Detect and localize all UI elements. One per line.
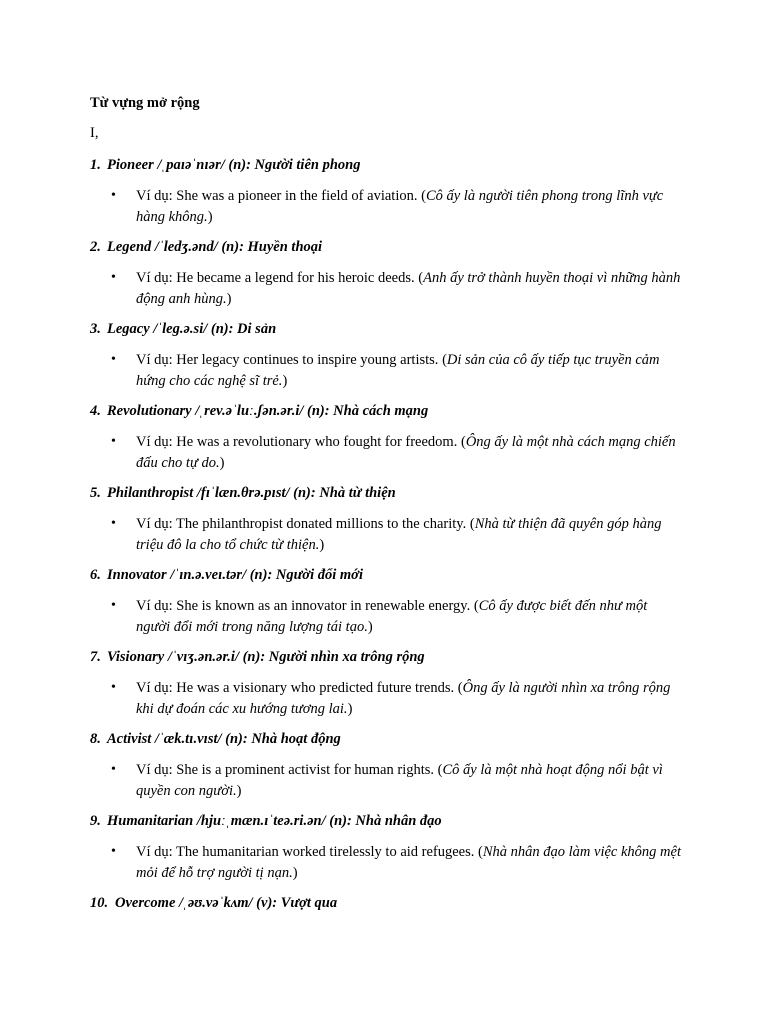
bullet-icon: •	[111, 516, 116, 531]
example-translation: Anh ấy trở thành huyền thoại vì những hành động anh hùng.	[136, 270, 681, 307]
vocab-entry	[90, 155, 690, 227]
vocab-entry	[90, 893, 690, 913]
section-heading: I,	[90, 125, 99, 141]
bullet-icon: •	[111, 680, 116, 695]
example-translation: Ông ấy là người nhìn xa trông rộng khi dự đoán các xu hướng tương lai.	[136, 680, 671, 717]
example-sentence: • Ví dụ: He became a legend for his heroic deeds. (Anh ấy trở thành huyền thoại vì những hành động anh hùng.)	[111, 270, 681, 307]
vocab-entry	[90, 565, 690, 637]
vocab-number: 8.	[90, 731, 101, 747]
vocab-term-text: Innovator /ˈɪn.ə.veɪ.tər/ (n): Người đổi mới	[107, 567, 363, 583]
vocab-term-text: Revolutionary /ˌrev.əˈluː.ʃən.ər.i/ (n): Nhà cách mạng	[107, 403, 429, 419]
vocab-number: 9.	[90, 813, 101, 829]
bullet-icon: •	[111, 598, 116, 613]
example-translation: Nhà từ thiện đã quyên góp hàng triệu đô la cho tổ chức từ thiện.	[136, 516, 662, 553]
vocab-number: 7.	[90, 649, 101, 665]
vocab-entry	[90, 237, 690, 309]
example-translation: Ông ấy là một nhà cách mạng chiến đấu cho tự do.	[136, 434, 676, 471]
example-prefix: Ví dụ:	[136, 188, 173, 204]
example-sentence: • Ví dụ: She is known as an innovator in renewable energy. (Cô ấy được biết đến như một người đổi mới trong năng lượng tái tạo.)	[111, 598, 648, 635]
example-sentence: • Ví dụ: She is a prominent activist for human rights. (Cô ấy là một nhà hoạt động nổi bật vì quyền con người.)	[111, 762, 663, 799]
vocab-term	[90, 811, 690, 831]
example-sentence: • Ví dụ: He was a revolutionary who fought for freedom. (Ông ấy là một nhà cách mạng chiến đấu cho tự do.)	[111, 434, 676, 471]
example-sentence: • Ví dụ: The philanthropist donated millions to the charity. (Nhà từ thiện đã quyên góp hàng triệu đô la cho tổ chức từ thiện.)	[111, 516, 662, 553]
example-translation: Cô ấy là một nhà hoạt động nổi bật vì quyền con người.	[136, 762, 663, 799]
vocab-entry	[90, 729, 690, 801]
vocab-term	[90, 647, 690, 667]
example-english: The humanitarian worked tirelessly to aid refugees.	[176, 844, 475, 860]
document-page	[90, 93, 690, 924]
vocab-number: 2.	[90, 239, 101, 255]
example-sentence: • Ví dụ: Her legacy continues to inspire young artists. (Di sản của cô ấy tiếp tục truyền cảm hứng cho các nghệ sĩ trẻ.)	[111, 352, 660, 389]
vocab-term	[90, 565, 690, 585]
example-sentence: • Ví dụ: The humanitarian worked tirelessly to aid refugees. (Nhà nhân đạo làm việc không mệt mỏi để hỗ trợ người tị nạn.)	[111, 844, 681, 881]
bullet-icon: •	[111, 762, 116, 777]
example-prefix: Ví dụ:	[136, 270, 173, 286]
example-english: She was a pioneer in the field of aviation.	[176, 188, 418, 204]
vocabulary-list	[90, 155, 690, 913]
document-title: Từ vựng mở rộng	[90, 95, 200, 111]
vocab-term-text: Visionary /ˈvɪʒ.ən.ər.i/ (n): Người nhìn xa trông rộng	[107, 649, 425, 665]
vocab-number: 10.	[90, 895, 109, 911]
example-prefix: Ví dụ:	[136, 352, 173, 368]
example-prefix: Ví dụ:	[136, 844, 173, 860]
vocab-term	[90, 319, 690, 339]
vocab-number: 6.	[90, 567, 101, 583]
vocab-term-text: Legend /ˈledʒ.ənd/ (n): Huyền thoại	[107, 239, 323, 255]
example-translation: Nhà nhân đạo làm việc không mệt mỏi để hỗ trợ người tị nạn.	[136, 844, 681, 881]
example-english: He was a revolutionary who fought for freedom.	[176, 434, 458, 450]
example-english: She is a prominent activist for human rights.	[176, 762, 435, 778]
example-english: He became a legend for his heroic deeds.	[176, 270, 415, 286]
vocab-number: 4.	[90, 403, 101, 419]
example-prefix: Ví dụ:	[136, 516, 173, 532]
example-prefix: Ví dụ:	[136, 762, 173, 778]
vocab-term	[90, 155, 690, 175]
example-translation: Cô ấy là người tiên phong trong lĩnh vực hàng không.	[136, 188, 664, 225]
example-translation: Di sản của cô ấy tiếp tục truyền cảm hứng cho các nghệ sĩ trẻ.	[136, 352, 660, 389]
vocab-term-text: Philanthropist /fɪˈlæn.θrə.pɪst/ (n): Nhà từ thiện	[107, 485, 396, 501]
vocab-entry	[90, 401, 690, 473]
vocab-term	[90, 893, 690, 913]
vocab-entry	[90, 483, 690, 555]
example-prefix: Ví dụ:	[136, 598, 173, 614]
vocab-number: 1.	[90, 157, 101, 173]
example-prefix: Ví dụ:	[136, 680, 173, 696]
example-english: The philanthropist donated millions to the charity.	[176, 516, 467, 532]
vocab-entry	[90, 647, 690, 719]
vocab-term	[90, 483, 690, 503]
vocab-term-text: Legacy /ˈleg.ə.si/ (n): Di sản	[107, 321, 277, 337]
vocab-number: 3.	[90, 321, 101, 337]
bullet-icon: •	[111, 352, 116, 367]
bullet-icon: •	[111, 270, 116, 285]
bullet-icon: •	[111, 188, 116, 203]
vocab-term-text: Humanitarian /hjuːˌmæn.ɪˈteə.ri.ən/ (n): Nhà nhân đạo	[107, 813, 442, 829]
vocab-entry	[90, 811, 690, 883]
example-sentence: • Ví dụ: She was a pioneer in the field of aviation. (Cô ấy là người tiên phong trong lĩnh vực hàng không.)	[111, 188, 664, 225]
example-prefix: Ví dụ:	[136, 434, 173, 450]
example-english: She is known as an innovator in renewable energy.	[176, 598, 471, 614]
vocab-term	[90, 237, 690, 257]
vocab-term-text: Overcome /ˌəʊ.vəˈkʌm/ (v): Vượt qua	[115, 895, 338, 911]
example-translation: Cô ấy được biết đến như một người đổi mới trong năng lượng tái tạo.	[136, 598, 648, 635]
example-english: He was a visionary who predicted future trends.	[176, 680, 455, 696]
example-english: Her legacy continues to inspire young artists.	[176, 352, 439, 368]
bullet-icon: •	[111, 434, 116, 449]
vocab-entry	[90, 319, 690, 391]
vocab-number: 5.	[90, 485, 101, 501]
bullet-icon: •	[111, 844, 116, 859]
vocab-term-text: Activist /ˈæk.tɪ.vɪst/ (n): Nhà hoạt động	[107, 731, 341, 747]
example-sentence: • Ví dụ: He was a visionary who predicted future trends. (Ông ấy là người nhìn xa trông rộng khi dự đoán các xu hướng tương lai.)	[111, 680, 671, 717]
vocab-term	[90, 729, 690, 749]
vocab-term-text: Pioneer /ˌpaɪəˈnɪər/ (n): Người tiên phong	[107, 157, 361, 173]
vocab-term	[90, 401, 690, 421]
